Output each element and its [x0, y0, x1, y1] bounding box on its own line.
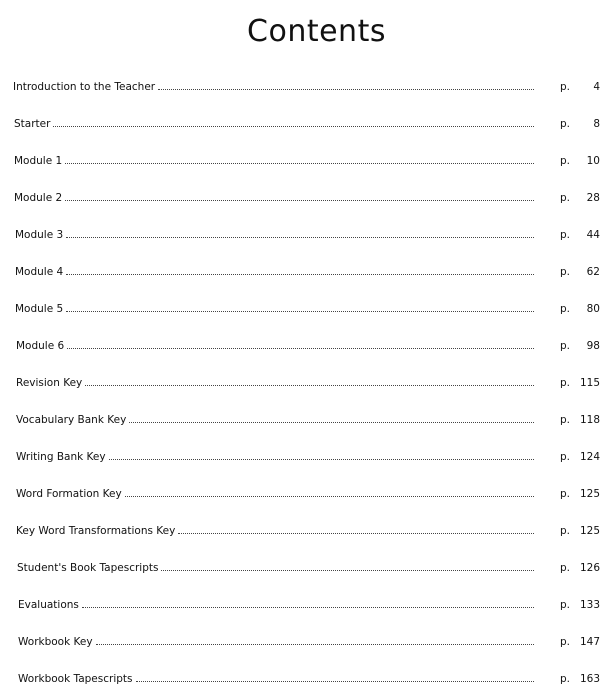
dot-leader: [109, 459, 534, 460]
toc-entry: [15, 261, 600, 279]
dot-leader: [96, 644, 534, 645]
toc-entry-label: Writing Bank Key: [16, 451, 106, 463]
toc-entry: [18, 631, 600, 649]
page-number: 163: [579, 673, 600, 685]
toc-entry: [16, 446, 600, 464]
toc-entry-label: Key Word Transformations Key: [16, 525, 176, 537]
page-prefix: p.: [559, 488, 570, 500]
toc-entry: [14, 150, 600, 168]
page-prefix: p.: [559, 155, 570, 167]
toc-entry: [18, 594, 600, 612]
toc-entry: [14, 113, 600, 131]
page-prefix: p.: [559, 118, 570, 130]
page-prefix: p.: [559, 266, 570, 278]
toc-entry-label: Revision Key: [16, 377, 83, 389]
page-number: 80: [586, 303, 600, 315]
page-number: 125: [579, 525, 600, 537]
toc-entry-label: Student's Book Tapescripts: [17, 562, 159, 574]
toc-entry: [13, 76, 600, 94]
page-number: 133: [579, 599, 600, 611]
page-prefix: p.: [559, 599, 570, 611]
page-title: Contents: [247, 14, 386, 49]
page-number: 98: [586, 340, 600, 352]
toc-entry: [16, 335, 600, 353]
dot-leader: [65, 163, 534, 164]
page-number: 10: [586, 155, 600, 167]
dot-leader: [65, 200, 534, 201]
toc-entry: [16, 409, 600, 427]
page-prefix: p.: [559, 636, 570, 648]
toc-entry-label: Module 3: [15, 229, 64, 241]
dot-leader: [53, 126, 534, 127]
page-number: 28: [586, 192, 600, 204]
toc-entry-label: Module 4: [15, 266, 64, 278]
toc-entry-label: Word Formation Key: [16, 488, 122, 500]
page-prefix: p.: [559, 525, 570, 537]
page-prefix: p.: [559, 303, 570, 315]
toc-entry-label: Evaluations: [18, 599, 79, 611]
page-prefix: p.: [559, 414, 570, 426]
page-number: 115: [579, 377, 600, 389]
page-prefix: p.: [559, 562, 570, 574]
page-prefix: p.: [559, 192, 570, 204]
dot-leader: [66, 274, 534, 275]
toc-entry-label: Starter: [14, 118, 51, 130]
dot-leader: [158, 89, 534, 90]
toc-entry: [16, 520, 600, 538]
toc-entry: [15, 224, 600, 242]
toc-entry-label: Vocabulary Bank Key: [16, 414, 127, 426]
page-prefix: p.: [559, 229, 570, 241]
toc-entry-label: Workbook Tapescripts: [18, 673, 133, 685]
page-number: 8: [593, 118, 600, 130]
toc-entry-label: Module 1: [14, 155, 63, 167]
page-number: 44: [586, 229, 600, 241]
toc-entry: [15, 298, 600, 316]
toc-entry-label: Module 6: [16, 340, 65, 352]
page-number: 125: [579, 488, 600, 500]
toc-entry-label: Module 5: [15, 303, 64, 315]
dot-leader: [67, 348, 534, 349]
dot-leader: [82, 607, 534, 608]
dot-leader: [178, 533, 534, 534]
toc-entry: [16, 372, 600, 390]
dot-leader: [129, 422, 534, 423]
page-number: 147: [579, 636, 600, 648]
toc-entry-label: Workbook Key: [18, 636, 93, 648]
toc-entry-label: Module 2: [14, 192, 63, 204]
page-number: 62: [586, 266, 600, 278]
page-number: 118: [579, 414, 600, 426]
dot-leader: [136, 681, 535, 682]
toc-entry-label: Introduction to the Teacher: [13, 81, 156, 93]
dot-leader: [161, 570, 534, 571]
toc-entry: [14, 187, 600, 205]
dot-leader: [66, 237, 534, 238]
page-number: 4: [593, 81, 600, 93]
page-prefix: p.: [559, 377, 570, 389]
page-number: 124: [579, 451, 600, 463]
toc-entry: [17, 557, 600, 575]
dot-leader: [125, 496, 534, 497]
page-prefix: p.: [559, 340, 570, 352]
page-prefix: p.: [559, 451, 570, 463]
page-prefix: p.: [559, 673, 570, 685]
page-prefix: p.: [559, 81, 570, 93]
page-number: 126: [579, 562, 600, 574]
toc-entry: [16, 483, 600, 501]
toc-entry: [18, 668, 600, 686]
dot-leader: [66, 311, 534, 312]
dot-leader: [85, 385, 534, 386]
